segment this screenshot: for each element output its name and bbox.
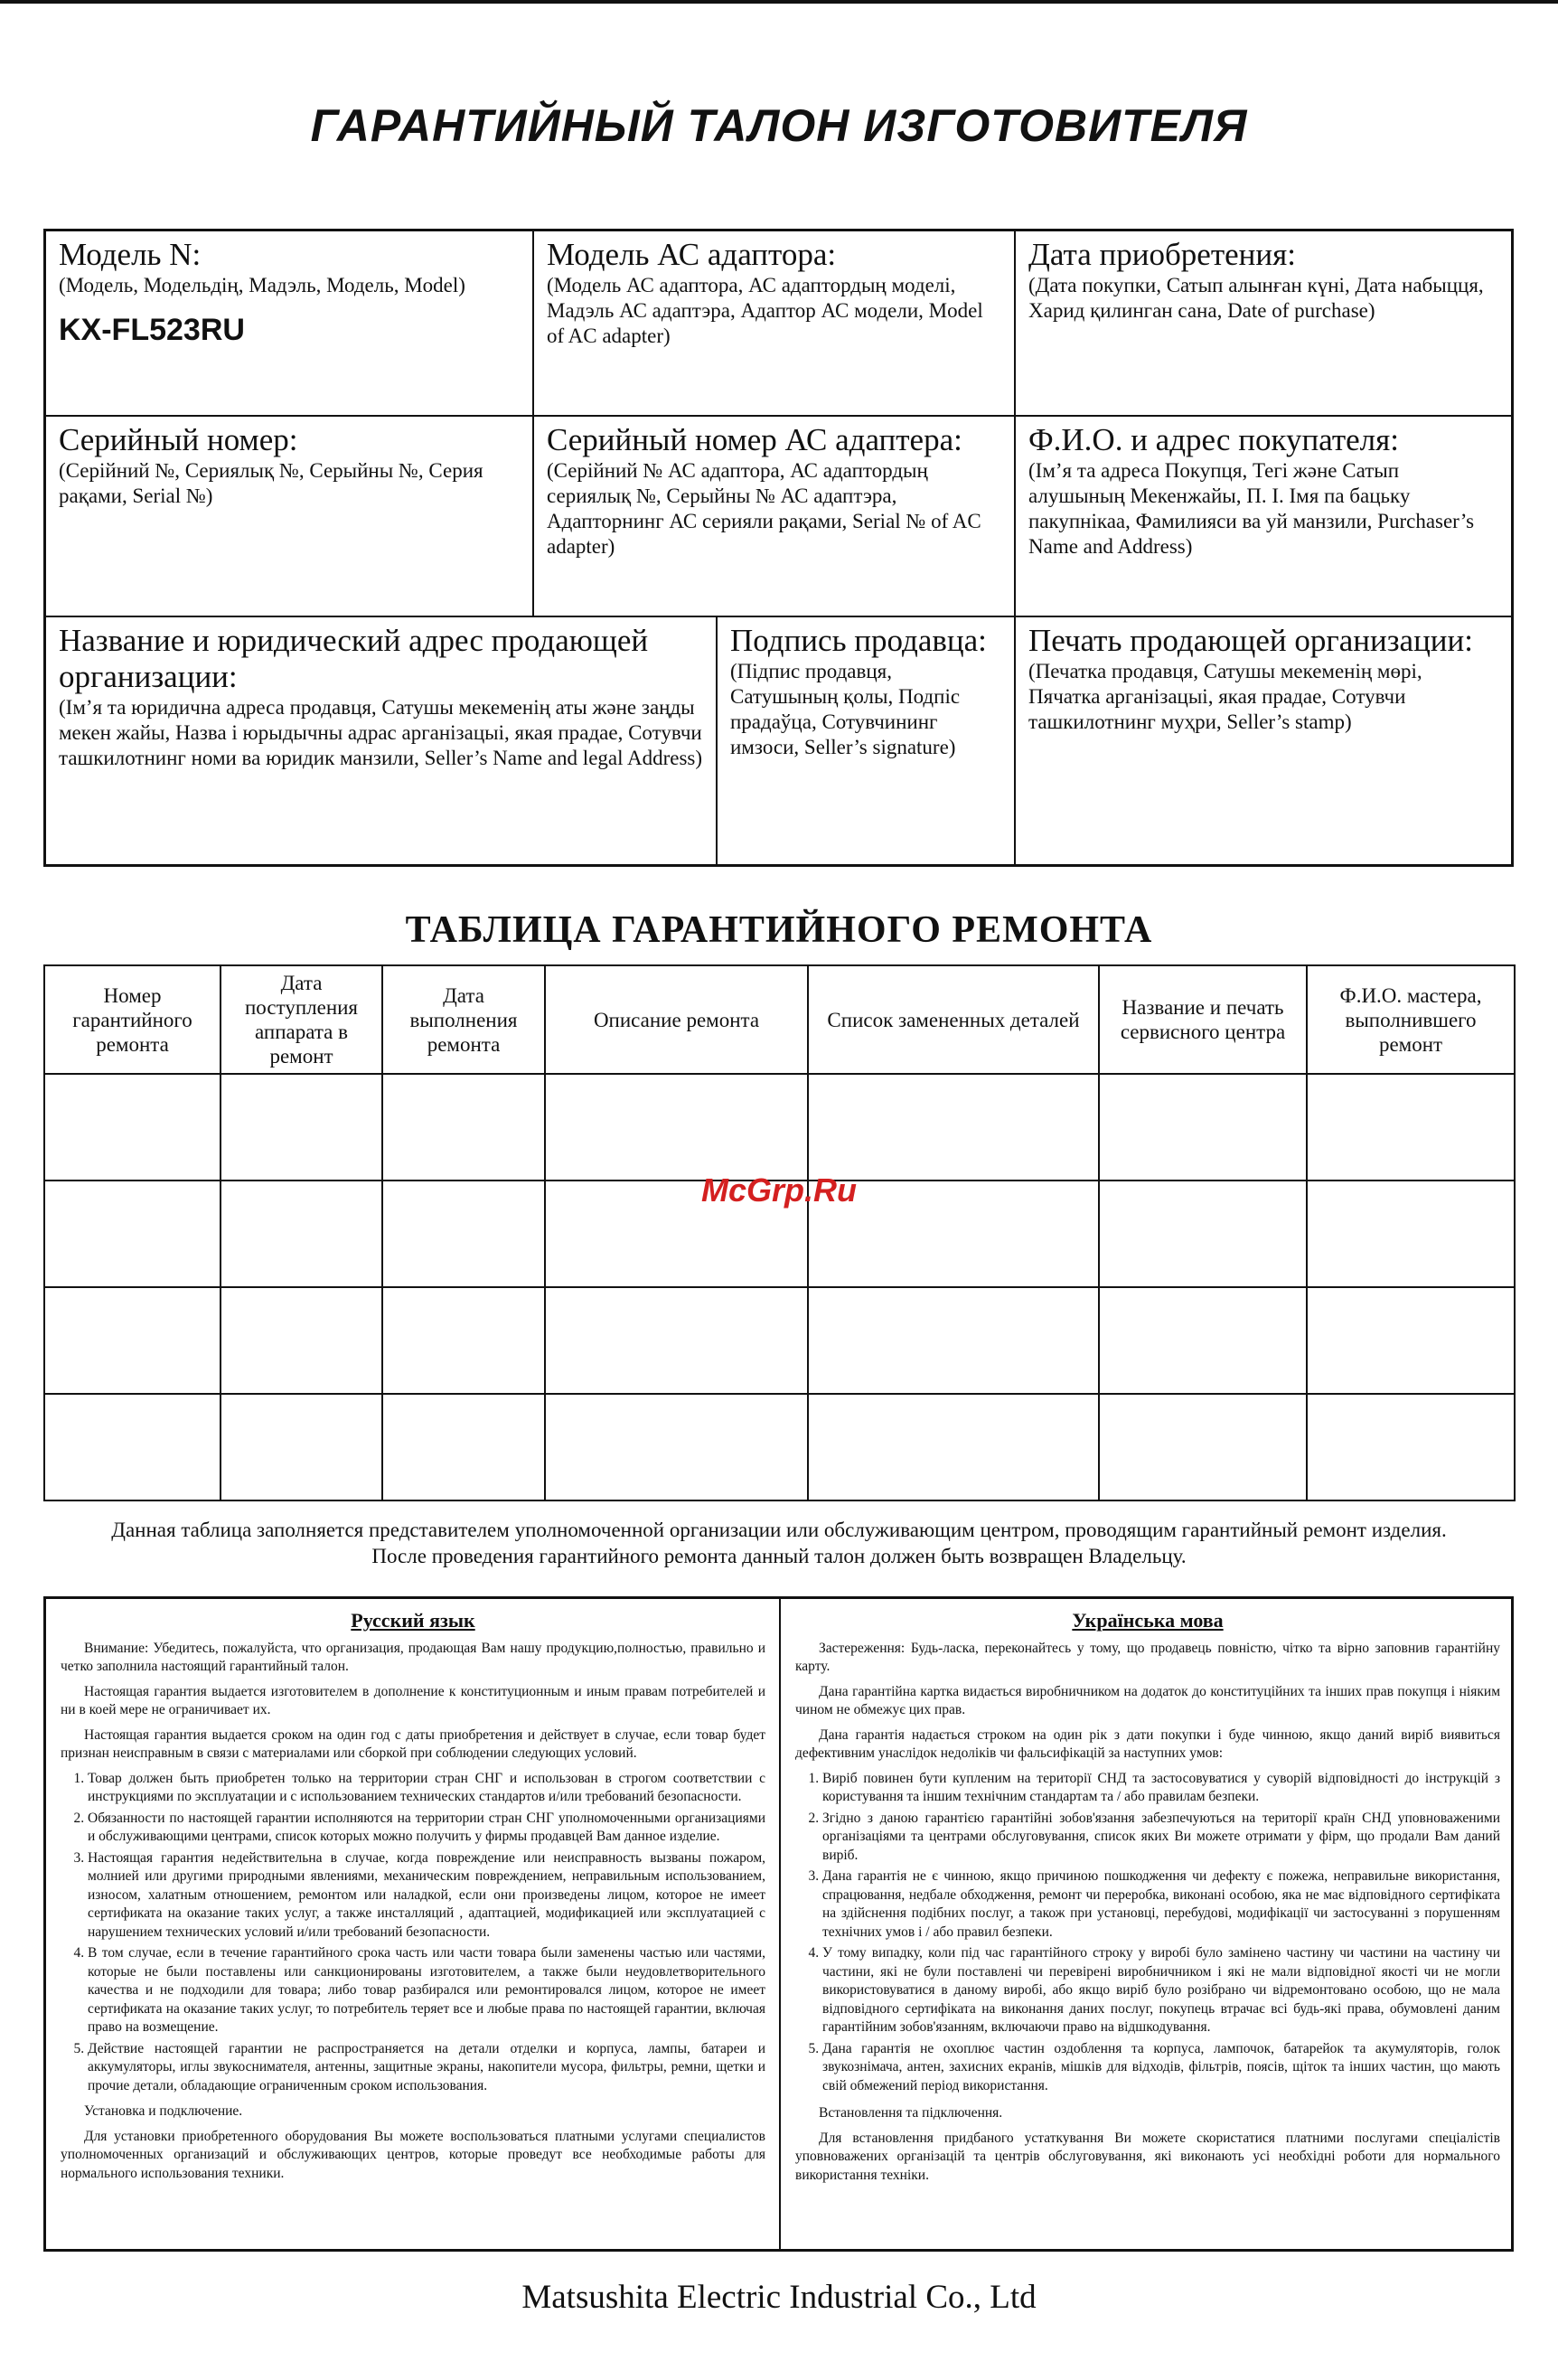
table-cell[interactable]: [1307, 1287, 1515, 1394]
warranty-info-grid: [43, 229, 1514, 867]
list-item: 4. У тому випадку, коли під час гарантійного строку у виробі було замінено частину чи частини на частину чи частини, які не були поставлені чи перевірені виробничником і які не мали відповідної якості чи не могли використовуватися в даному виробі, або якщо виріб було розібрано чи відремонтовано особою, що не мала відповідного сертифіката на виконання даних послуг, покупець втрачає всі будь-які права, обумовлені даним гарантійним зобов'язанням, включаючи право на відшкодування.: [822, 1944, 1500, 2037]
table-row: [44, 1287, 1515, 1394]
terms-heading: Українська мова: [1072, 1609, 1224, 1632]
terms-russian: [61, 1609, 765, 2189]
terms-paragraph: Для встановлення придбаного устаткування Ви можете скористатися платними послугами спеціалістів уповноважених організацій та центрів обслуговування, які виконають усі необхідні роботи для нормального використання техніки.: [795, 2130, 1500, 2183]
list-item: 1. Товар должен быть приобретен только на территории стран СНГ и использован в строгом соответствии с инструкциями по эксплуатации и с использованием технических стандартов и/или требований безопасности.: [88, 1770, 765, 1807]
list-item: 2. Обязанности по настоящей гарантии исполняются на территории стран СНГ уполномоченными организациями и обслуживающими центрами, список которых можно получить у фирмы продавцей Вам данное изделие.: [88, 1810, 765, 1847]
table-cell[interactable]: [1307, 1394, 1515, 1500]
note-line: Данная таблица заполняется представителем уполномоченной организации или обслуживающим центром, проводящим гарантийный ремонт изделия.: [111, 1519, 1447, 1541]
table-cell[interactable]: [382, 1394, 545, 1500]
terms-paragraph: Дана гарантійна картка видається виробничником на додаток до конституційних та інших прав покупця і ніяким чином не обмежує цих прав.: [795, 1683, 1500, 1717]
column-header: Дата выполнения ремонта: [382, 965, 545, 1074]
buyer-cell[interactable]: [1016, 417, 1511, 616]
terms-paragraph: Встановлення та підключення.: [819, 2105, 1003, 2121]
column-header: Номер гарантийного ремонта: [44, 965, 221, 1074]
serial-label: Серийный номер:: [59, 422, 298, 457]
adapter-serial-cell[interactable]: [534, 417, 1014, 616]
terms-list: [795, 1770, 1500, 2096]
table-row: [44, 1394, 1515, 1500]
list-item: 5. Действие настоящей гарантии не распространяется на детали отделки и корпуса, лампы, батареи и аккумуляторы, иглы звукоснимателя, антенны, защитные экраны, накопители мусора, фильтры, ремни, щетки и прочие детали, обладающие ограниченным сроком использования.: [88, 2040, 765, 2096]
table-cell[interactable]: [382, 1287, 545, 1394]
terms-paragraph: Установка и подключение.: [84, 2103, 243, 2119]
column-header: Дата поступления аппарата в ремонт: [221, 965, 382, 1074]
list-item: 1. Виріб повинен бути купленим на території СНД та застосовуватися у суворій відповідності до інструкцій з користування та іншим технічним стандартам та / або правилам безпеки.: [822, 1770, 1500, 1807]
table-cell[interactable]: [545, 1287, 808, 1394]
column-header: Название и печать сервисного центра: [1099, 965, 1307, 1074]
page-title: ГАРАНТИЙНЫЙ ТАЛОН ИЗГОТОВИТЕЛЯ: [310, 100, 1248, 151]
terms-paragraph: Настоящая гарантия выдается сроком на один год с даты приобретения и действует в случае, если товар будет признан неисправным в связи с материалами или сборкой при соблюдении следующих условий.: [61, 1726, 765, 1761]
seller-sign-label: Подпись продавца:: [730, 623, 987, 658]
model-translations: (Модель, Модельдің, Мадэль, Модель, Model): [59, 274, 465, 296]
terms-heading: Русский язык: [351, 1609, 475, 1632]
table-cell[interactable]: [221, 1074, 382, 1181]
repair-table-header: [44, 965, 1515, 1074]
seller-sign-translations: (Підпис продавця, Сатушының қолы, Подпіс прадаўца, Сотувчининг имзоси, Seller’s signature): [730, 660, 961, 758]
purchase-date-label: Дата приобретения:: [1028, 237, 1296, 272]
table-cell[interactable]: [221, 1394, 382, 1500]
table-cell[interactable]: [808, 1287, 1099, 1394]
table-cell[interactable]: [808, 1074, 1099, 1181]
purchase-date-cell[interactable]: [1016, 231, 1511, 415]
terms-divider: [779, 1599, 781, 2249]
table-row: [44, 1074, 1515, 1181]
repair-table-note: [0, 1517, 1558, 1569]
watermark: McGrp.Ru: [700, 1171, 857, 1209]
terms-paragraph: Внимание: Убедитесь, пожалуйста, что организация, продающая Вам нашу продукцию,полностью, правильно и четко заполнила настоящий гарантийный талон.: [61, 1640, 765, 1674]
terms-paragraph: Дана гарантія надається строком на один рік з дати покупки і буде чинною, якщо даний виріб виявиться дефективним унаслідок недоліків чи фальсифікацій за наступних умов:: [795, 1726, 1500, 1761]
list-item: 3. Дана гарантія не є чинною, якщо причиною пошкодження чи дефекту є пожежа, неправильне використання, спрацювання, недбале обходження, ремонт чи переробка, виконані особою, яка не має відповідного сертифіката на здійснення подібних послуг, а також при установці, перебудові, модифікації чи застосуванні з порушенням технічних умов і / або правил безпеки.: [822, 1867, 1500, 1942]
table-cell[interactable]: [1307, 1074, 1515, 1181]
repair-table-title: ТАБЛИЦА ГАРАНТИЙНОГО РЕМОНТА: [405, 909, 1153, 951]
table-cell[interactable]: [545, 1074, 808, 1181]
warranty-terms: [43, 1596, 1514, 2252]
seller-org-cell[interactable]: [46, 617, 716, 864]
list-item: 4. В том случае, если в течение гарантийного срока часть или части товара были заменены частью или частями, которые не были поставлены или санкционированы изготовителем, а также были неудовлетворительного качества и не подходили для товара; либо товар разбирался или ремонтировался лицом, которое не имеет сертификата на оказание таких услуг, то потребитель теряет все и любые права по настоящей гарантии, включая право на возмещение.: [88, 1944, 765, 2037]
table-cell[interactable]: [382, 1074, 545, 1181]
column-header: Ф.И.О. мастера, выполнившего ремонт: [1307, 965, 1515, 1074]
serial-translations: (Серійний №, Сериялық №, Серыйны №, Серия рақами, Serial №): [59, 459, 483, 507]
serial-cell[interactable]: [46, 417, 532, 616]
table-cell[interactable]: [44, 1074, 221, 1181]
list-item: 3. Настоящая гарантия недействительна в случае, когда повреждение или неисправность вызваны пожаром, молнией или другими природными явлениями, механическим повреждением, неправильным использованием, износом, халатным отношением, ремонтом или наладкой, если они произведены лицом, которое не имеет сертификата на оказание таких услуг, а также инсталляций , адаптацией, модификацией или эксплуатацией с нарушением технических условий и/или требований безопасности.: [88, 1849, 765, 1943]
terms-paragraph: Настоящая гарантия выдается изготовителем в дополнение к конституционным и иным правам потребителей и ни в коей мере не ограничивает их.: [61, 1683, 765, 1717]
column-header: Список замененных деталей: [808, 965, 1099, 1074]
seller-org-label: Название и юридический адрес продающей организации:: [59, 623, 649, 694]
table-cell[interactable]: [1099, 1394, 1307, 1500]
adapter-model-label: Модель АС адаптора:: [547, 237, 837, 272]
model-cell[interactable]: [46, 231, 532, 415]
table-cell[interactable]: [1099, 1074, 1307, 1181]
buyer-translations: (Ім’я та адреса Покупця, Тегі және Сатып алушының Мекенжайы, П. І. Імя па бацьку пакупнікаа, Фамилияси ва уй манзили, Purchaser’s Name and Address): [1028, 459, 1475, 558]
list-item: 2. Згідно з даною гарантією гарантійні зобов'язання забезпечуються на території країн СНД уповноваженими організаціями та центрами обслуговування, список яких Ви можете отримати у фірм, що продали Вам даний виріб.: [822, 1810, 1500, 1866]
table-cell[interactable]: [44, 1394, 221, 1500]
column-header: Описание ремонта: [545, 965, 808, 1074]
table-cell[interactable]: [808, 1394, 1099, 1500]
model-label: Модель N:: [59, 237, 202, 272]
seller-org-translations: (Ім’я та юридична адреса продавця, Сатушы мекеменің аты және заңды мекен жайы, Назва і юрыдычны адрас арганізацыі, якая прадае, Сотувчи ташкилотнинг номи ва юридик манзили, Seller’s Name and legal Address): [59, 696, 703, 769]
seller-stamp-label: Печать продающей организации:: [1028, 623, 1473, 658]
table-cell[interactable]: [1099, 1287, 1307, 1394]
seller-stamp-translations: (Печатка продавця, Сатушы мекеменің мөрі, Пячатка арганізацыі, якая прадае, Сотувчи ташкилотнинг муҳри, Seller’s stamp): [1028, 660, 1422, 733]
repair-table: [43, 964, 1516, 1501]
model-value: KX-FL523RU: [59, 313, 245, 347]
list-item: 5. Дана гарантія не охоплює частин оздоблення та корпуса, лампочок, батарейок та акумуляторів, голок звукознімача, антен, захисних екранів, мішків для відходів, фільтрів, поясів, щіток та інших частин, що мають свій обмежений період використання.: [822, 2040, 1500, 2096]
table-cell[interactable]: [221, 1287, 382, 1394]
terms-paragraph: Застереження: Будь-ласка, переконайтесь у тому, що продавець повністю, чітко та вірно заповнив гарантійну карту.: [795, 1640, 1500, 1674]
table-cell[interactable]: [44, 1287, 221, 1394]
adapter-model-cell[interactable]: [534, 231, 1014, 415]
buyer-label: Ф.И.О. и адрес покупателя:: [1028, 422, 1399, 457]
note-line: После проведения гарантийного ремонта данный талон должен быть возвращен Владельцу.: [371, 1545, 1187, 1567]
purchase-date-translations: (Дата покупки, Сатып алынған күні, Дата набыцця, Харид қилинган сана, Date of purchase): [1028, 274, 1484, 322]
terms-ukrainian: [795, 1609, 1500, 2191]
terms-list: [61, 1770, 765, 2096]
table-cell[interactable]: [545, 1394, 808, 1500]
manufacturer-name: Matsushita Electric Industrial Co., Ltd: [521, 2279, 1037, 2316]
terms-paragraph: Для установки приобретенного оборудования Вы можете воспользоваться платными услугами специалистов уполномоченных организаций и обслуживающих центров, которые проведут все необходимые работы для нормального использования техники.: [61, 2128, 765, 2181]
top-rule: [0, 0, 1558, 4]
adapter-serial-label: Серийный номер АС адаптера:: [547, 422, 962, 457]
seller-stamp-cell[interactable]: [1016, 617, 1511, 864]
seller-sign-cell[interactable]: [718, 617, 1014, 864]
adapter-serial-translations: (Серійний № АС адаптора, АС адаптордың сериялық №, Серыйны № АС адаптэра, Адапторнинг АС серияли рақами, Serial № of AC adapter): [547, 459, 981, 558]
adapter-model-translations: (Модель АС адаптора, АС адаптордың моделі, Мадэль АС адаптэра, Адаптор АС модели, Model of AC adapter): [547, 274, 983, 347]
